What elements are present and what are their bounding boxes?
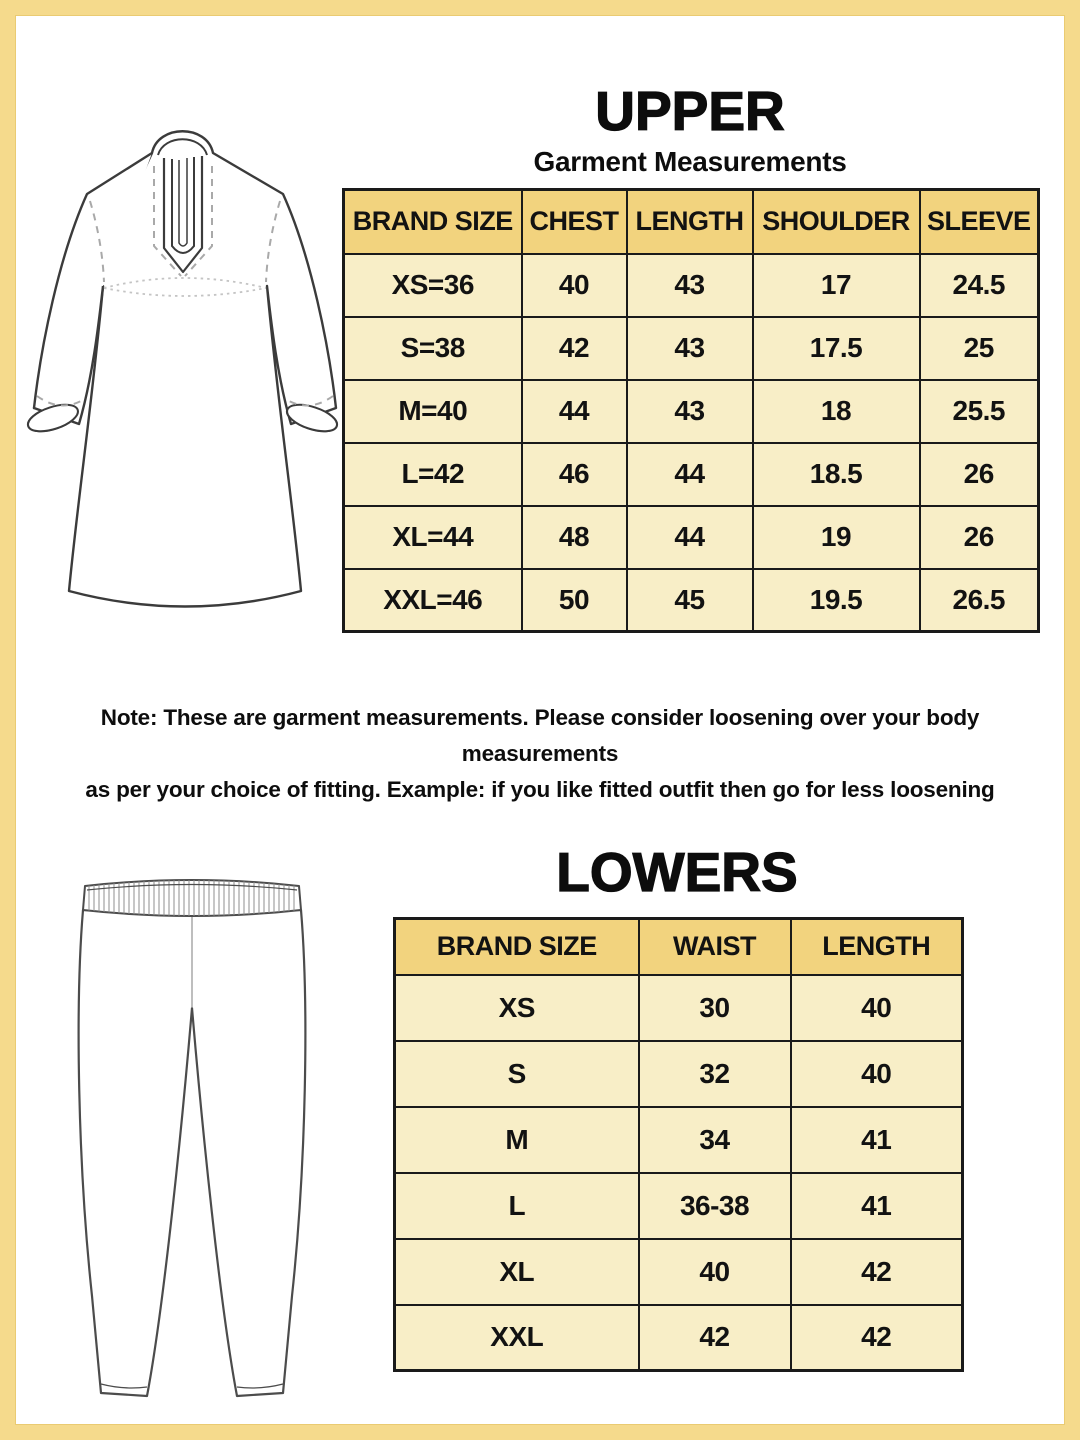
size-cell: XS xyxy=(395,975,639,1041)
size-cell: XS=36 xyxy=(344,254,522,317)
size-cell: 18.5 xyxy=(753,443,920,506)
size-cell: 48 xyxy=(522,506,627,569)
size-cell: 40 xyxy=(791,975,963,1041)
size-cell: 44 xyxy=(522,380,627,443)
size-cell: 42 xyxy=(791,1239,963,1305)
size-cell: L xyxy=(395,1173,639,1239)
size-cell: 42 xyxy=(791,1305,963,1371)
size-cell: 30 xyxy=(639,975,791,1041)
size-cell: 26 xyxy=(920,506,1039,569)
header-cell: WAIST xyxy=(639,919,791,975)
size-cell: 26 xyxy=(920,443,1039,506)
upper-size-table xyxy=(342,188,1040,633)
table-row xyxy=(395,975,963,1041)
table-row xyxy=(344,380,1039,443)
size-cell: 26.5 xyxy=(920,569,1039,632)
size-cell: 25 xyxy=(920,317,1039,380)
table-row xyxy=(344,254,1039,317)
size-cell: 25.5 xyxy=(920,380,1039,443)
size-cell: XXL=46 xyxy=(344,569,522,632)
table-row xyxy=(395,1041,963,1107)
upper-title: UPPER xyxy=(595,80,785,142)
table-row xyxy=(344,569,1039,632)
header-cell: SLEEVE xyxy=(920,190,1039,254)
header-cell: BRAND SIZE xyxy=(395,919,639,975)
size-cell: 19.5 xyxy=(753,569,920,632)
upper-header-row xyxy=(344,190,1039,254)
header-cell: BRAND SIZE xyxy=(344,190,522,254)
size-cell: 42 xyxy=(639,1305,791,1371)
size-cell: 41 xyxy=(791,1107,963,1173)
upper-subtitle: Garment Measurements xyxy=(533,146,847,177)
measurement-note xyxy=(45,700,1035,808)
size-cell: 40 xyxy=(522,254,627,317)
header-cell: SHOULDER xyxy=(753,190,920,254)
table-row xyxy=(344,317,1039,380)
size-cell: 17 xyxy=(753,254,920,317)
size-cell: XL=44 xyxy=(344,506,522,569)
size-cell: 50 xyxy=(522,569,627,632)
size-cell: 44 xyxy=(627,443,753,506)
kurta-illustration xyxy=(15,106,350,656)
size-cell: 42 xyxy=(522,317,627,380)
size-cell: M xyxy=(395,1107,639,1173)
size-cell: 18 xyxy=(753,380,920,443)
table-row xyxy=(344,443,1039,506)
size-cell: 17.5 xyxy=(753,317,920,380)
table-row xyxy=(344,506,1039,569)
size-cell: 43 xyxy=(627,317,753,380)
size-cell: 19 xyxy=(753,506,920,569)
size-cell: 46 xyxy=(522,443,627,506)
table-row xyxy=(395,1173,963,1239)
note-line: Note: These are garment measurements. Please consider loosening over your body measurements xyxy=(100,705,980,766)
table-row xyxy=(395,1239,963,1305)
size-cell: 24.5 xyxy=(920,254,1039,317)
header-cell: LENGTH xyxy=(791,919,963,975)
size-cell: L=42 xyxy=(344,443,522,506)
size-cell: XL xyxy=(395,1239,639,1305)
size-cell: 34 xyxy=(639,1107,791,1173)
note-line: as per your choice of fitting. Example: if you like fitted outfit then go for less loosening xyxy=(85,777,995,802)
leggings-illustration xyxy=(42,866,342,1424)
size-cell: S xyxy=(395,1041,639,1107)
size-cell: S=38 xyxy=(344,317,522,380)
size-cell: 41 xyxy=(791,1173,963,1239)
table-row xyxy=(395,1107,963,1173)
lowers-size-table xyxy=(393,917,964,1372)
size-cell: 43 xyxy=(627,254,753,317)
size-cell: M=40 xyxy=(344,380,522,443)
size-cell: 44 xyxy=(627,506,753,569)
size-cell: 40 xyxy=(791,1041,963,1107)
size-cell: 40 xyxy=(639,1239,791,1305)
lowers-title: LOWERS xyxy=(556,841,798,903)
table-row xyxy=(395,1305,963,1371)
lowers-header-row xyxy=(395,919,963,975)
size-cell: XXL xyxy=(395,1305,639,1371)
size-cell: 45 xyxy=(627,569,753,632)
size-cell: 32 xyxy=(639,1041,791,1107)
size-cell: 43 xyxy=(627,380,753,443)
size-cell: 36-38 xyxy=(639,1173,791,1239)
header-cell: CHEST xyxy=(522,190,627,254)
header-cell: LENGTH xyxy=(627,190,753,254)
